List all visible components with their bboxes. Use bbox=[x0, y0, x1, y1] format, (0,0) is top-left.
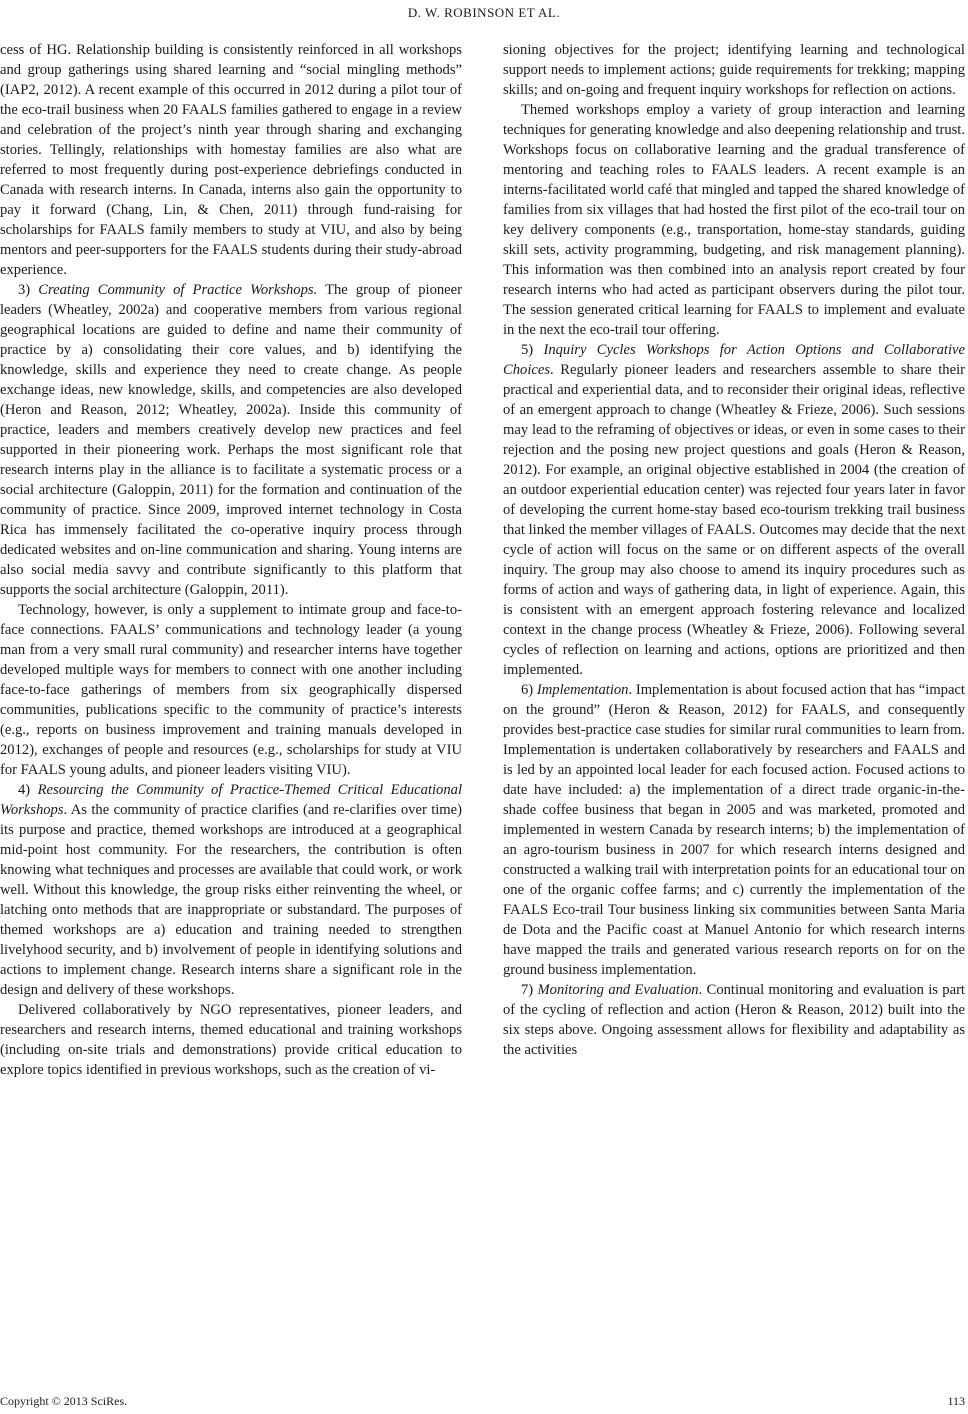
section-title: Inquiry Cycles Workshops for Action Options and Collaborative Choices bbox=[503, 342, 965, 378]
right-paragraph-4 bbox=[503, 680, 965, 980]
left-column bbox=[0, 40, 462, 1080]
paragraph-body: . As the community of practice clarifies (and re-clarifies over time) its purpose and practice, themed workshops are introduced at a geographical mid-point host community. For the researchers, the contribution is often knowing what techniques and processes are available that could work, or work well. Without this knowledge, the group risks either reinventing the wheel, or latching onto methods that are inappropriate or substandard. The purposes of themed workshops are a) education and training needed to strengthen livelyhood security, and b) involvement of people in identifying solutions and actions to implement change. Research interns share a significant role in the design and delivery of these workshops. bbox=[0, 802, 462, 998]
left-paragraph-2 bbox=[0, 280, 462, 600]
item-number: 6) bbox=[521, 682, 537, 698]
left-paragraph-5: Delivered collaboratively by NGO representatives, pioneer leaders, and researchers and research interns, themed educational and training workshops (including on-site trials and demonstrations) provide critical education to explore topics identified in previous workshops, such as the creation of vi- bbox=[0, 1002, 462, 1078]
left-paragraph-4 bbox=[0, 780, 462, 1000]
section-title: Monitoring and Evaluation bbox=[537, 982, 699, 998]
right-paragraph-2: Themed workshops employ a variety of group interaction and learning techniques for generating knowledge and also deepening relationship and trust. Workshops focus on collaborative learning and the gradual transference of mentoring and teaching roles to FAALS leaders. A recent example is an interns-facilitated world café that mingled and tapped the shared knowledge of families from six villages that had hosted the first pilot of the eco-trail tour on key delivery components (e.g., transportation, home-stay standards, guiding skill sets, activity programming, budgeting, and risk management planning). This information was then combined into an analysis report created by four research interns who had acted as participant observers during the pilot tour. The session generated critical learning for FAALS to implement and evaluate in the next the eco-trail tour offering. bbox=[503, 102, 965, 338]
section-title: Resourcing the Community of Practice-Themed Critical Educational Workshops bbox=[0, 782, 463, 818]
paragraph-body: . Regularly pioneer leaders and researchers assemble to share their practical and experiential data, and to reconsider their original ideas, reflective of an emergent approach to change (Wheatley & Frieze, 2006). Such sessions may lead to the reframing of objectives or ideas, or even in some cases to their rejection and the posing new project questions and goals (Heron & Reason, 2012). For example, an original objective established in 2004 (the creation of an outdoor experiential education center) was rejected four years later in favor of developing the current home-stay based eco-tourism trekking trail business that linked the member villages of FAALS. Outcomes may decide that the next cycle of action will focus on the same or on different aspects of the overall inquiry. The group may also choose to amend its inquiry procedures such as forms of action and ways of gathering data, in light of experience. Again, this is consistent with an emergent approach fostering relevance and localized context in the change process (Wheatley & Frieze, 2006). Following several cycles of reflection on learning and actions, options are prioritized and then implemented. bbox=[503, 362, 965, 678]
paragraph-body: . Continual monitoring and evaluation is part of the cycling of reflection and action (Heron & Reason, 2012) built into the six steps above. Ongoing assessment allows for flexibility and adaptability as the activities bbox=[503, 982, 965, 1058]
left-paragraph-1: cess of HG. Relationship building is consistently reinforced in all workshops and group gatherings using shared learning and “social mingling methods” (IAP2, 2012). A recent example of this occurred in 2012 during a pilot tour of the eco-trail business when 20 FAALS families gathered to engage in a review and celebration of the project’s ninth year through sharing and exchanging stories. Tellingly, relationships with homestay families are also what are referred to most frequently during post-experience debriefings conducted in Canada with research interns. In Canada, interns also gain the opportunity to pay it forward (Chang, Lin, & Chen, 2011) through fund-raising for scholarships for FAALS family members to study at VIU, and also by being mentors and peer-supporters for the FAALS students during their study-abroad experience. bbox=[0, 42, 462, 278]
copyright-notice: Copyright © 2013 SciRes. bbox=[0, 1394, 128, 1408]
right-column bbox=[503, 40, 965, 1060]
running-head: D. W. ROBINSON ET AL. bbox=[407, 5, 561, 20]
item-number: 3) bbox=[18, 282, 39, 298]
paragraph-body: The group of pioneer leaders (Wheatley, 2002a) and cooperative members from various regional geographical locations are guided to define and name their community of practice by a) consolidating their core values, and b) identifying the knowledge, skills and experience they need to create change. As people exchange ideas, new knowledge, skills, and competencies are also developed (Heron and Reason, 2012; Wheatley, 2002a). Inside this community of practice, leaders and members creatively develop new practices and feel supported in their pioneering work. Perhaps the most significant role that research interns play in the alliance is to facilitate a systematic process or a social architecture (Galoppin, 2011) for the formation and continuation of the community of practice. Since 2009, improved internet technology in Costa Rica has immensely facilitated the co-operative inquiry process through dedicated websites and on-line communication and sharing. Young interns are also social media savvy and contribute significantly to this platform that supports the social architecture (Galoppin, 2011). bbox=[0, 282, 463, 598]
paragraph-body: . Implementation is about focused action that has “impact on the ground” (Heron & Reason, 2012) for FAALS, and consequently provides best-practice case studies for similar rural communities to learn from. Implementation is undertaken collaboratively by researchers and FAALS and is led by an appointed local leader for each focused action. Focused actions to date have included: a) the implementation of a direct trade organic-in-the-shade coffee business that began in 2005 and was marketed, promoted and implemented in western Canada by research interns; b) the implementation of an agro-tourism business in 2007 for which research interns designed and constructed a walking trail with interpretation points for an educational tour on one of the organic coffee farms; and c) currently the implementation of the FAALS Eco-trail Tour business linking six communities between Santa Maria de Dota and the Pacific coast at Manuel Antonio for which research interns have mapped the trails and generated various research reports on for on the ground business implementation. bbox=[503, 682, 965, 978]
right-paragraph-5 bbox=[503, 980, 965, 1060]
right-paragraph-3 bbox=[503, 340, 965, 680]
page-number: 113 bbox=[947, 1394, 965, 1408]
item-number: 5) bbox=[521, 342, 544, 358]
left-paragraph-3: Technology, however, is only a supplement to intimate group and face-to-face connections. FAALS’ communications and technology leader (a young man from a very small rural community) and researcher interns have together developed multiple ways for members to connect with one another including face-to-face gatherings of members from six geographically dispersed communities, publications specific to the community of practice’s interests (e.g., reports on business improvement and training manuals developed in 2012), exchanges of people and resources (e.g., scholarships for study at VIU for FAALS young adults, and pioneer leaders visiting VIU). bbox=[0, 602, 462, 778]
item-number: 7) bbox=[521, 982, 538, 998]
item-number: 4) bbox=[18, 782, 38, 798]
section-title: Implementation bbox=[536, 682, 629, 698]
right-paragraph-1: sioning objectives for the project; identifying learning and technological support needs to implement actions; guide requirements for trekking; mapping skills; and on-going and frequent inquiry workshops for reflection on actions. bbox=[503, 42, 965, 98]
section-title: Creating Community of Practice Workshops. bbox=[38, 282, 318, 298]
